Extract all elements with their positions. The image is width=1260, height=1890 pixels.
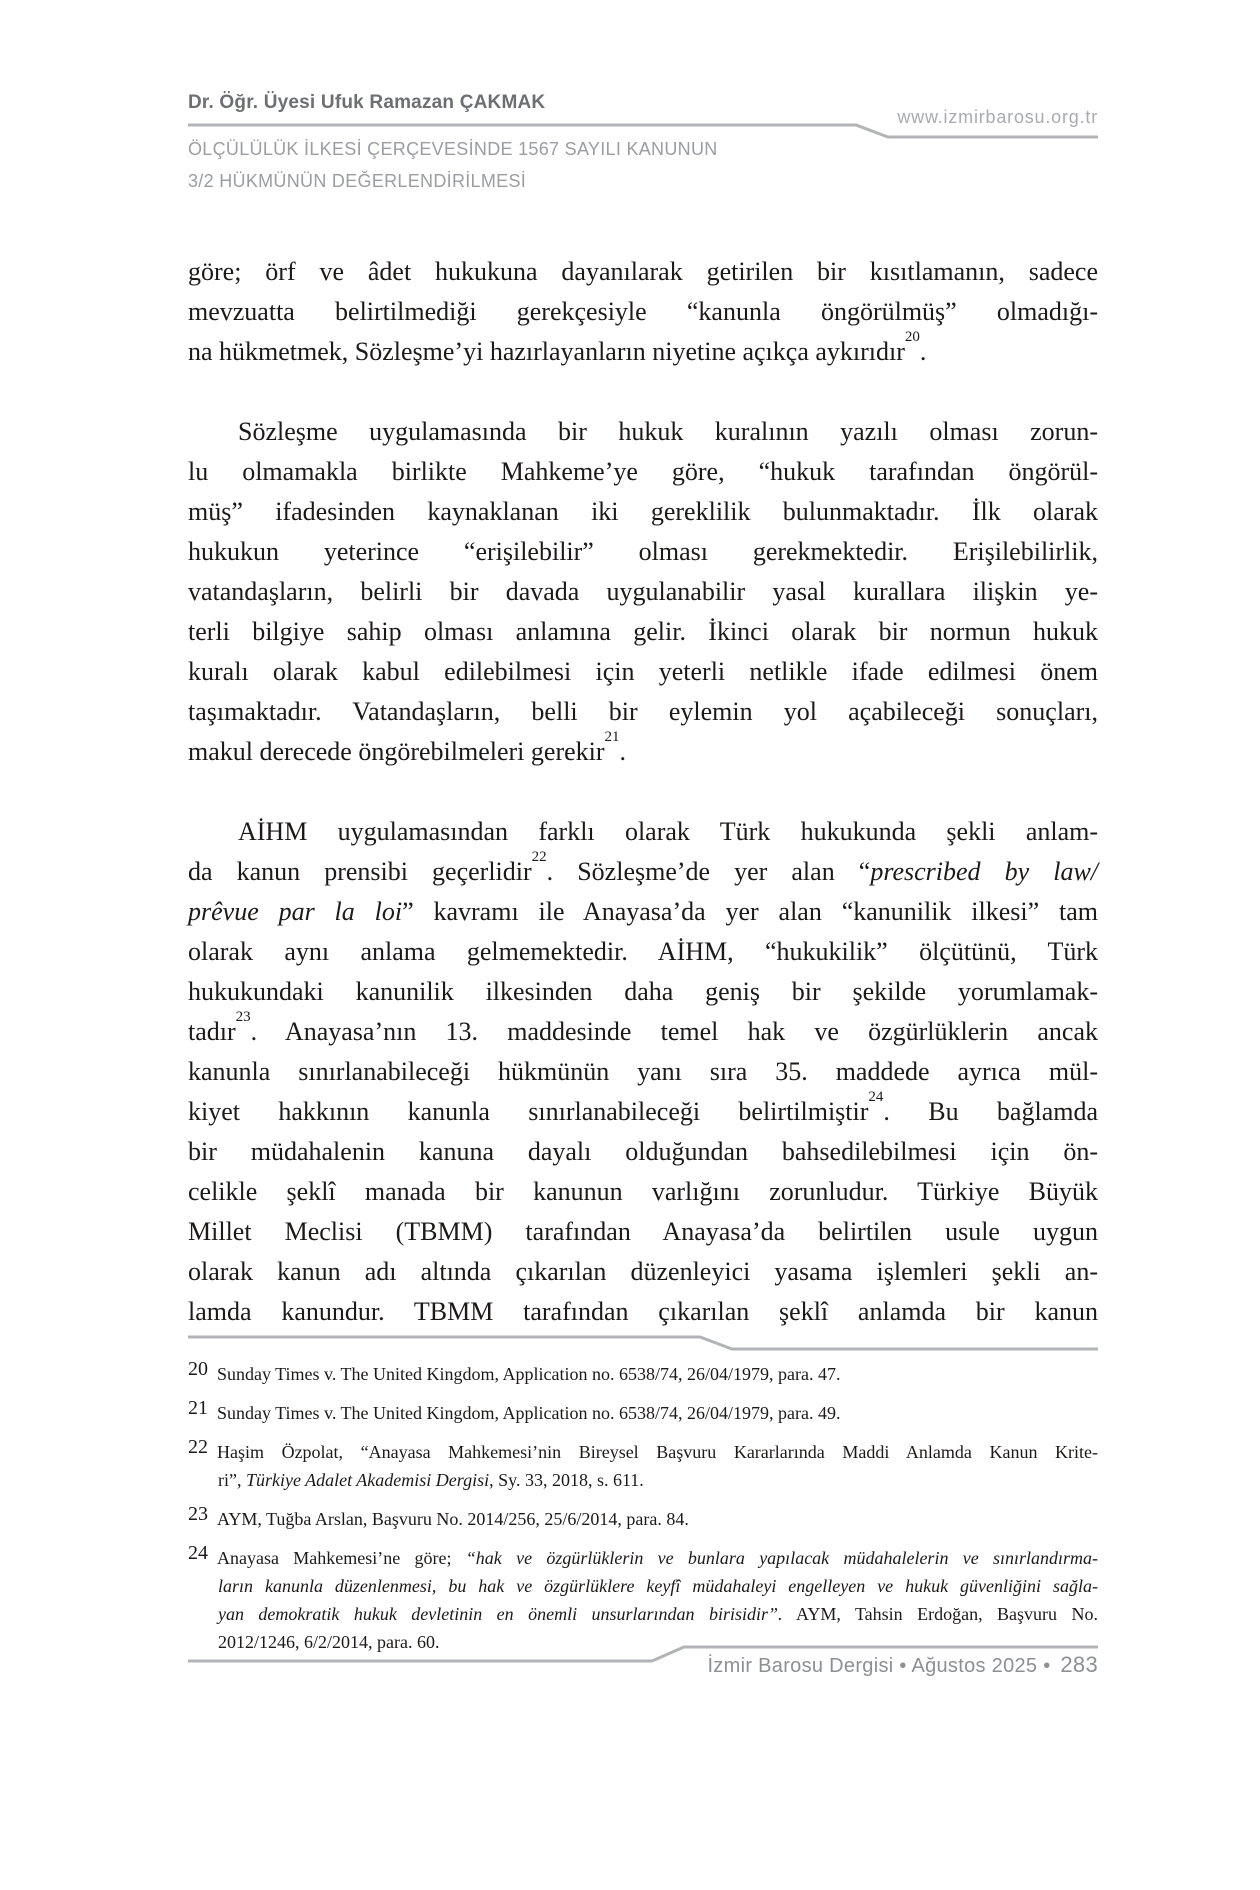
- footer-bullet: •: [899, 1655, 907, 1677]
- website-url: www.izmirbarosu.org.tr: [897, 107, 1098, 127]
- paragraph: [188, 252, 1098, 372]
- body-line: makul derecede öngörebilmeleri gerekir$^{21}$.: [188, 729, 627, 766]
- body-line: hukukun yeterince “erişilebilir” olması gerekmektedir. Erişilebilirlik,: [188, 537, 1098, 566]
- footnote-24: [188, 1544, 1098, 1656]
- footnote-line: yan demokratik hukuk devletinin en önemli unsurlarından birisidir”. AYM, Tahsin Erdoğan, Başvuru No.: [218, 1604, 1098, 1624]
- footnote-line: 21 Sunday Times v. The United Kingdom, Application no. 6538/74, 26/04/1979, para. 49.: [188, 1397, 841, 1423]
- body-line: tadır$^{23}$. Anayasa’nın 13. maddesinde temel hak ve özgürlüklerin ancak: [188, 1009, 1098, 1046]
- body-line: kanunla sınırlanabileceği hükmünün yanı sıra 35. maddede ayrıca mül-: [188, 1057, 1098, 1086]
- body-line: Millet Meclisi (TBMM) tarafından Anayasa’da belirtilen usule uygun: [188, 1217, 1098, 1246]
- footnote-21: [188, 1399, 1098, 1427]
- body-line: hukukundaki kanunilik ilkesinden daha geniş bir şekilde yorumlamak-: [188, 977, 1098, 1006]
- body-line: olarak aynı anlama gelmemektedir. AİHM, “hukukilik” ölçütünü, Türk: [188, 937, 1098, 966]
- footnote-line: ların kanunla düzenlenmesi, bu hak ve özgürlüklere keyfî müdahaleyi engelleyen ve hukuk güvenliğini sağla-: [218, 1576, 1098, 1596]
- body-line: olarak kanun adı altında çıkarılan düzenleyici yasama işlemleri şekli an-: [188, 1257, 1098, 1286]
- body-text: [188, 252, 1098, 1372]
- issue-date: Ağustos 2025: [911, 1655, 1038, 1677]
- footnote-line: 20 Sunday Times v. The United Kingdom, Application no. 6538/74, 26/04/1979, para. 47.: [188, 1358, 841, 1384]
- page-number: 283: [1060, 1652, 1098, 1677]
- footnote-line: 23 AYM, Tuğba Arslan, Başvuru No. 2014/256, 25/6/2014, para. 84.: [188, 1503, 689, 1529]
- body-line: bir müdahalenin kanuna dayalı olduğundan bahsedilebilmesi için ön-: [188, 1137, 1098, 1166]
- footnote-number: 20: [188, 1358, 208, 1380]
- article-title: [188, 133, 948, 197]
- footnote-number: 21: [188, 1397, 208, 1419]
- paragraph: [188, 412, 1098, 772]
- body-line: göre; örf ve âdet hukukuna dayanılarak getirilen bir kısıtlamanın, sadece: [188, 257, 1098, 286]
- footer: [188, 1652, 1098, 1678]
- body-line: Sözleşme uygulamasında bir hukuk kuralının yazılı olması zorun-: [238, 417, 1098, 446]
- body-line: lu olmamakla birlikte Mahkeme’ye göre, “hukuk tarafından öngörül-: [188, 457, 1098, 486]
- body-line: prêvue par la loi” kavramı ile Anayasa’da yer alan “kanunilik ilkesi” tam: [188, 897, 1099, 926]
- body-line: mevzuatta belirtilmediği gerekçesiyle “kanunla öngörülmüş” olmadığı-: [188, 297, 1098, 326]
- body-line: celikle şeklî manada bir kanunun varlığını zorunludur. Türkiye Büyük: [188, 1177, 1098, 1206]
- article-title-line1: ÖLÇÜLÜLÜK İLKESİ ÇERÇEVESİNDE 1567 SAYILI KANUNUN: [188, 139, 718, 159]
- body-line: müş” ifadesinden kaynaklanan iki gereklilik bulunmaktadır. İlk olarak: [188, 497, 1098, 526]
- footnote-line: 22 Haşim Özpolat, “Anayasa Mahkemesi’nin Bireysel Başvuru Kararlarında Maddi Anlamda Kanun Krite-: [188, 1436, 1098, 1462]
- article-title-line2: 3/2 HÜKMÜNÜN DEĞERLENDİRİLMESİ: [188, 171, 527, 191]
- body-line: AİHM uygulamasından farklı olarak Türk hukukunda şekli anlam-: [238, 817, 1098, 846]
- footnotes: [188, 1360, 1098, 1667]
- footnote-line: ri”, Türkiye Adalet Akademisi Dergisi, Sy. 33, 2018, s. 611.: [218, 1470, 644, 1490]
- footnote-20: [188, 1360, 1098, 1388]
- footnote-line: 24 Anayasa Mahkemesi’ne göre; “hak ve özgürlüklerin ve bunlara yapılacak müdahalelerin ve sınırlandırma-: [188, 1542, 1099, 1568]
- body-line: lamda kanundur. TBMM tarafından çıkarılan şeklî anlamda bir kanun: [188, 1297, 1098, 1326]
- body-line: taşımaktadır. Vatandaşların, belli bir eylemin yol açabileceği sonuçları,: [188, 697, 1098, 726]
- footnote-separator-rule: [188, 1334, 1098, 1352]
- body-line: kiyet hakkının kanunla sınırlanabileceği belirtilmiştir$^{24}$. Bu bağlamda: [188, 1089, 1098, 1126]
- footnote-number: 22: [188, 1436, 208, 1458]
- body-line: vatandaşların, belirli bir davada uygulanabilir yasal kurallara ilişkin ye-: [188, 577, 1098, 606]
- footer-bullet: •: [1043, 1655, 1051, 1677]
- author-name: Dr. Öğr. Üyesi Ufuk Ramazan ÇAKMAK: [188, 92, 546, 113]
- body-line: kuralı olarak kabul edilebilmesi için yeterli netlikle ifade edilmesi önem: [188, 657, 1098, 686]
- footnote-number: 24: [188, 1542, 208, 1564]
- footnote-22: [188, 1438, 1098, 1494]
- journal-name: İzmir Barosu Dergisi: [707, 1655, 894, 1677]
- footnote-line: 2012/1246, 6/2/2014, para. 60.: [218, 1632, 440, 1652]
- body-line: da kanun prensibi geçerlidir$^{22}$. Sözleşme’de yer alan “prescribed by law/: [188, 849, 1099, 886]
- body-line: terli bilgiye sahip olması anlamına gelir. İkinci olarak bir normun hukuk: [188, 617, 1098, 646]
- footnote-number: 23: [188, 1503, 208, 1525]
- paragraph: [188, 812, 1098, 1332]
- body-line: na hükmetmek, Sözleşme’yi hazırlayanların niyetine açıkça aykırıdır$^{20}$.: [188, 329, 927, 366]
- footnote-23: [188, 1505, 1098, 1533]
